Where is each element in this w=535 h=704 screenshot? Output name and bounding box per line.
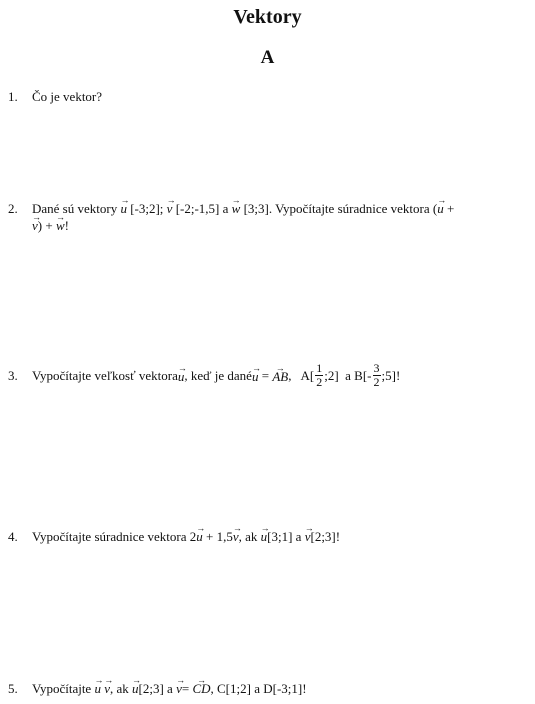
vector-u: → u bbox=[196, 526, 203, 545]
question-number: 3. bbox=[8, 368, 18, 383]
vector-u: → u bbox=[94, 678, 101, 697]
question-text: [2;3] a bbox=[138, 681, 177, 696]
question-text: , C[1;2] a D[-3;1]! bbox=[210, 681, 307, 696]
fraction-numerator: 1 bbox=[316, 361, 323, 375]
vector-w: → w bbox=[232, 198, 241, 217]
question-text: Vypočítajte bbox=[32, 681, 95, 696]
question-text: [3;1] a bbox=[267, 529, 305, 544]
question-text: = bbox=[258, 368, 273, 383]
question-text: ) + bbox=[37, 218, 56, 233]
vector-v: → v bbox=[104, 678, 110, 697]
page-title: Vektory bbox=[233, 6, 302, 28]
question-text: + bbox=[443, 201, 455, 216]
question-4 bbox=[8, 526, 340, 545]
question-text: , ak bbox=[238, 529, 261, 544]
vector-w: → w bbox=[56, 215, 65, 234]
vector-u: → u bbox=[120, 198, 127, 217]
question-2-continuation bbox=[32, 215, 69, 234]
question-1 bbox=[8, 88, 102, 105]
question-5 bbox=[8, 678, 307, 697]
vector-v: → v bbox=[176, 678, 182, 697]
question-3 bbox=[8, 362, 400, 389]
vector-v: → v bbox=[233, 526, 239, 545]
vector-u: → u bbox=[132, 678, 139, 697]
question-text: [2;3]! bbox=[310, 529, 341, 544]
vector-v: → v bbox=[32, 215, 38, 234]
question-text: = bbox=[181, 681, 193, 696]
question-text: [-2;-1,5] a bbox=[172, 201, 232, 216]
fraction-numerator: 3 bbox=[373, 361, 380, 375]
question-number: 2. bbox=[8, 201, 18, 216]
question-text: Čo je vektor? bbox=[32, 89, 103, 104]
question-text: ;5]! bbox=[381, 368, 401, 383]
fraction-denominator: 2 bbox=[373, 375, 380, 389]
question-text: ;2] a B[- bbox=[324, 368, 372, 383]
question-number: 4. bbox=[8, 529, 18, 544]
vector-v: → v bbox=[167, 198, 173, 217]
vector-u: → u bbox=[178, 366, 185, 385]
vector-v: → v bbox=[305, 526, 311, 545]
question-text: + 1,5 bbox=[202, 529, 233, 544]
question-2 bbox=[8, 198, 454, 217]
question-number: 1. bbox=[8, 89, 18, 104]
vector-u: → u bbox=[252, 366, 259, 385]
question-text: [-3;2]; bbox=[126, 201, 167, 216]
vector-u: → u bbox=[437, 198, 444, 217]
question-text: [3;3]. Vypočítajte súradnice vektora ( bbox=[240, 201, 438, 216]
variant-label: A bbox=[260, 47, 275, 68]
fraction-denominator: 2 bbox=[316, 375, 323, 389]
question-text: Vypočítajte súradnice vektora 2 bbox=[32, 529, 197, 544]
question-text: Dané sú vektory bbox=[32, 201, 121, 216]
question-text: ! bbox=[64, 218, 69, 233]
vector-u: → u bbox=[261, 526, 268, 545]
question-text: , A[ bbox=[288, 368, 315, 383]
question-text: Vypočítajte veľkosť vektora bbox=[32, 368, 178, 383]
vector-cd: → CD bbox=[192, 678, 210, 697]
question-text: , keď je dané bbox=[184, 368, 252, 383]
question-number: 5. bbox=[8, 681, 18, 696]
fraction bbox=[315, 362, 323, 389]
question-text: , ak bbox=[110, 681, 133, 696]
vector-ab: → AB bbox=[272, 366, 288, 385]
fraction bbox=[373, 362, 381, 389]
